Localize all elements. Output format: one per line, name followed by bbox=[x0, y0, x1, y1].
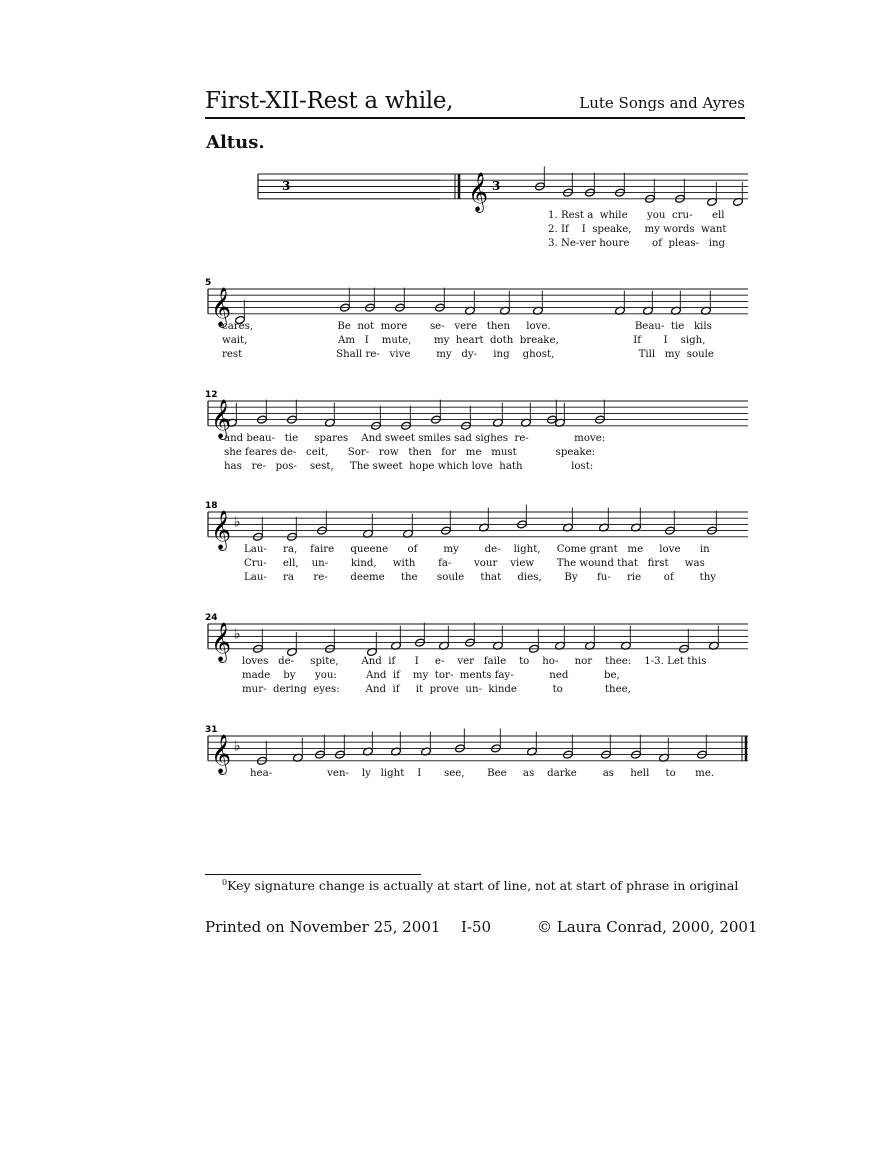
lyric-line: Cru- ell, un- kind, with fa- vour view The wound that first was bbox=[244, 558, 705, 569]
footnote bbox=[222, 878, 738, 893]
measure-number: 24 bbox=[205, 613, 218, 623]
lyric-line: Lau- ra, faire queene of my de- light, Come grant me love in bbox=[244, 544, 710, 555]
treble-clef: 𝄞 bbox=[468, 171, 489, 212]
lyric-line: 3. Ne-ver houre of pleas- ing bbox=[548, 238, 726, 249]
time-signature: 3 bbox=[492, 179, 501, 193]
footnote-mark: 0 bbox=[222, 878, 228, 887]
lyric-line: wait, Am I mute, my heart doth breake, If I sigh, bbox=[222, 335, 706, 346]
treble-clef: 𝄞 bbox=[211, 733, 232, 774]
footnote-rule bbox=[205, 874, 421, 875]
measure-number: 31 bbox=[205, 725, 218, 735]
lyric-line: and beau- tie spares And sweet smiles sad sighes re- move: bbox=[224, 433, 606, 444]
lyric-line: cares, Be not more se- vere then love. Beau- tie kils bbox=[222, 321, 712, 332]
part-name: Altus. bbox=[206, 132, 265, 153]
lyric-line: rest Shall re- vive my dy- ing ghost, Till my soule bbox=[222, 349, 714, 360]
lyric-line: hea- ven- ly light I see, Bee as darke as hell to me. bbox=[250, 768, 715, 779]
flat-key-signature: ♭ bbox=[234, 626, 241, 643]
lyric-line: made by you: And if my tor- ments fay- ned be, bbox=[242, 670, 620, 681]
page-title: First-XII-Rest a while, bbox=[205, 88, 454, 114]
lyric-line: has re- pos- sest, The sweet hope which love hath lost: bbox=[224, 461, 594, 472]
flat-key-signature: ♭ bbox=[234, 738, 241, 755]
printed-date: Printed on November 25, 2001 bbox=[205, 918, 441, 936]
copyright: © Laura Conrad, 2000, 2001 bbox=[537, 918, 758, 936]
lyric-line: 1. Rest a while you cru- ell bbox=[548, 210, 725, 221]
lyric-line: she feares de- ceit, Sor- row then for me must speake: bbox=[224, 447, 596, 458]
flat-key-signature: ♭ bbox=[234, 514, 241, 531]
lyric-line: loves de- spite, And if I e- ver faile to ho- nor thee: 1-3. Let this bbox=[242, 656, 707, 667]
treble-clef: 𝄞 bbox=[211, 398, 232, 439]
lyric-line: mur- dering eyes: And if it prove un- kinde to thee, bbox=[242, 684, 631, 695]
treble-clef: 𝄞 bbox=[211, 621, 232, 662]
treble-clef: 𝄞 bbox=[211, 286, 232, 327]
time-signature: 3 bbox=[282, 179, 291, 193]
measure-number: 5 bbox=[205, 278, 212, 288]
measure-number: 12 bbox=[205, 390, 218, 400]
lyric-line: 2. If I speake, my words want bbox=[548, 224, 727, 235]
page-number: I-50 bbox=[461, 918, 492, 936]
footnote-text: Key signature change is actually at start of line, not at start of phrase in original bbox=[227, 878, 739, 894]
treble-clef: 𝄞 bbox=[211, 509, 232, 550]
collection-title: Lute Songs and Ayres bbox=[579, 94, 745, 112]
lyric-line: Lau- ra re- deeme the soule that dies, By fu- rie of thy bbox=[244, 572, 717, 583]
measure-number: 18 bbox=[205, 501, 218, 511]
